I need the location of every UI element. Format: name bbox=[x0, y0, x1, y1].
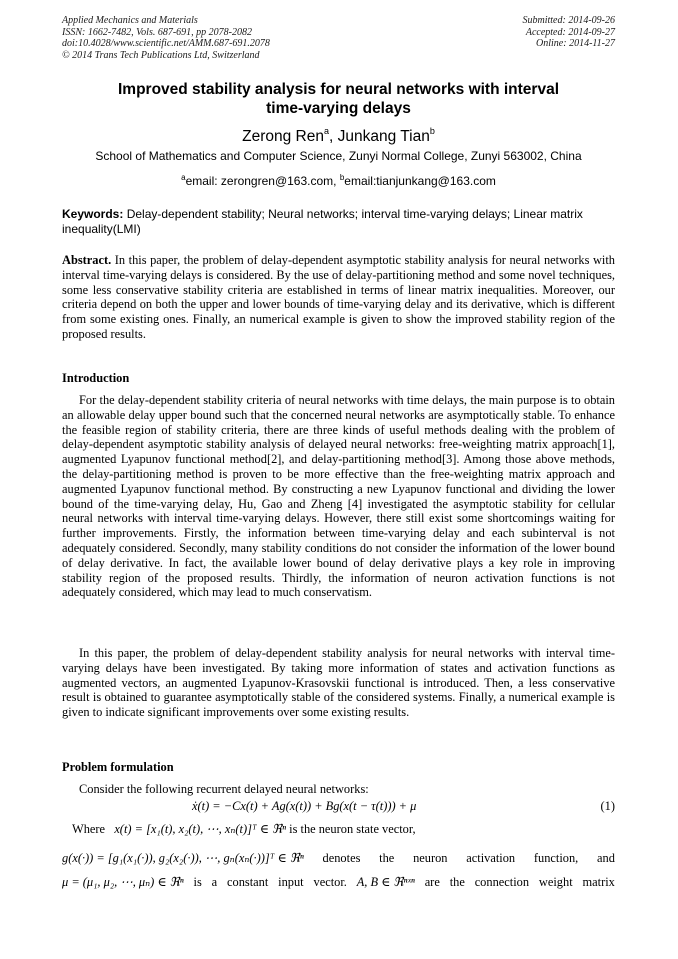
matrix-word: matrix bbox=[582, 875, 615, 889]
activation-math: g(x(·)) = [g₁(x₁(·)), g₂(x₂(·)), ⋯, gₙ(xₙ(·))]ᵀ ∈ ℜⁿ bbox=[62, 851, 304, 865]
matrix-word: the bbox=[449, 875, 465, 889]
accepted-date: Accepted: 2014-09-27 bbox=[525, 26, 615, 38]
paper-title bbox=[62, 80, 615, 118]
matrix-word: are bbox=[424, 875, 440, 889]
input-word: vector. bbox=[313, 875, 347, 889]
email-b: email:tianjunkang@163.com bbox=[344, 174, 496, 188]
abstract-text: In this paper, the problem of delay-dependent asymptotic stability analysis for neural networks with interval time-varying delays is considered. By the use of delay-partitioning method and some novel techniques, some less conservative stability criteria are established in terms of linear matrix inequalities. Moreover, our criteria depend on both the upper and lower bounds of time-varying delay and its derivative, which is different from some existing ones. Finally, an numerical example is given to show the improved stability region of the proposed results. bbox=[62, 253, 615, 341]
journal-header-left bbox=[62, 15, 270, 61]
abstract bbox=[62, 253, 615, 342]
activation-line bbox=[62, 851, 615, 866]
submitted-date: Submitted: 2014-09-26 bbox=[522, 15, 615, 26]
title-line-2: time-varying delays bbox=[266, 100, 411, 117]
author-emails bbox=[62, 170, 615, 189]
input-matrix-line bbox=[62, 875, 615, 890]
introduction-heading: Introduction bbox=[62, 371, 130, 385]
equation-1-formula: ẋ(t) = −Cx(t) + Ag(x(t)) + Bg(x(t − τ(t))) + μ bbox=[192, 799, 417, 813]
input-word: is bbox=[193, 875, 202, 889]
introduction-paragraph-2: In this paper, the problem of delay-dependent stability analysis for neural networks with interval time- varying delays have been investigated. By taking more information of states and activation functions as augmented vectors, an augmented Lyapunov-Krasovskii functional is introduced. Then, a less conservative result is obtained to guarantee asymptotically stable of the considered systems. Finally, a numerical example is given to indicate significant improvements over some existing results. bbox=[62, 646, 615, 720]
activation-word: neuron bbox=[413, 851, 448, 865]
state-vector-line bbox=[72, 822, 625, 837]
matrix-word: connection bbox=[474, 875, 530, 889]
input-word: a bbox=[211, 875, 218, 889]
input-vector-math: μ = (μ₁, μ₂, ⋯, μₙ) ∈ ℜⁿ bbox=[62, 875, 184, 889]
equation-1-number: (1) bbox=[600, 799, 615, 813]
state-vector-text: is the neuron state vector, bbox=[286, 822, 416, 836]
abstract-label: Abstract. bbox=[62, 253, 112, 267]
author-name: Zerong Ren bbox=[242, 128, 324, 145]
problem-formulation-heading: Problem formulation bbox=[62, 760, 174, 774]
author-name: Junkang Tian bbox=[337, 128, 430, 145]
author-list bbox=[62, 121, 615, 147]
activation-word: the bbox=[379, 851, 395, 865]
where-word: Where bbox=[72, 822, 106, 836]
keywords-text: Delay-dependent stability; Neural networks; interval time-varying delays; Linear matrix inequality(LMI) bbox=[62, 207, 583, 236]
journal-header-right bbox=[523, 15, 616, 50]
author-affil-marker: a bbox=[323, 126, 329, 136]
author-separator: , bbox=[329, 128, 338, 145]
email-a: email: zerongren@163.com, bbox=[185, 174, 340, 188]
doi-line: doi:10.4028/www.scientific.net/AMM.687-691.2078 bbox=[62, 38, 270, 49]
keywords-label: Keywords: bbox=[62, 207, 124, 221]
activation-word: activation bbox=[466, 851, 516, 865]
author-affil-marker: b bbox=[429, 126, 435, 136]
matrix-math: A, B ∈ ℜⁿˣⁿ bbox=[356, 875, 415, 889]
input-word: constant bbox=[227, 875, 269, 889]
problem-intro: Consider the following recurrent delayed neural networks: bbox=[79, 782, 369, 796]
activation-word: function, bbox=[533, 851, 579, 865]
state-vector-math: x(t) = [x₁(t), x₂(t), ⋯, xₙ(t)]ᵀ ∈ ℜⁿ bbox=[114, 822, 287, 836]
copyright-line: © 2014 Trans Tech Publications Ltd, Switzerland bbox=[62, 49, 260, 61]
email-marker: a bbox=[181, 173, 186, 182]
matrix-word: weight bbox=[538, 875, 573, 889]
issn-line: ISSN: 1662-7482, Vols. 687-691, pp 2078-2082 bbox=[62, 26, 252, 38]
introduction-paragraph-1: For the delay-dependent stability criteria of neural networks with time delays, the main purpose is to obtain an allowable delay upper bound such that the concerned neural networks are asymptotically stable. To enhance the feasible region of stability criteria, there are three kinds of useful methods dealing with the problem of delay-dependent asymptotic stability analysis of delayed neural networks: free-weighting matrix approach[1], augmented Lyapunov functional method[2], and delay-partitioning method[3]. Among those above methods, the delay-partitioning method is proven to be more effective than the free-weighting matrix approach and augmented Lyapunov functional method. By constructing a new Lyapunov functional and dividing the lower bound of the time-varying delay, Hu, Gao and Zheng [4] investigated the asymptotic stability for cellular neural networks with interval time-varying delays. However, there still exist some shortcomings waiting for further improvements. Firstly, the information between time-varying delay and each subinterval is not adequately considered. Secondly, many stability conditions do not consider the information of the lower bound of delay derivative. In fact, the available lower bound of delay derivative plays a key role in improving stability region of the proposed results. Thirdly, the information of neuron activation functions is not adequately considered, which may lead to much conservatism. bbox=[62, 393, 615, 600]
affiliation: School of Mathematics and Computer Science, Zunyi Normal College, Zunyi 563002, China bbox=[95, 149, 582, 163]
keywords bbox=[62, 207, 615, 236]
input-word: input bbox=[278, 875, 304, 889]
email-marker: b bbox=[339, 173, 345, 182]
journal-name: Applied Mechanics and Materials bbox=[62, 15, 198, 26]
activation-word: denotes bbox=[322, 851, 361, 865]
online-date: Online: 2014-11-27 bbox=[536, 38, 615, 49]
title-line-1: Improved stability analysis for neural networks with interval bbox=[117, 81, 560, 98]
activation-word: and bbox=[597, 851, 615, 865]
